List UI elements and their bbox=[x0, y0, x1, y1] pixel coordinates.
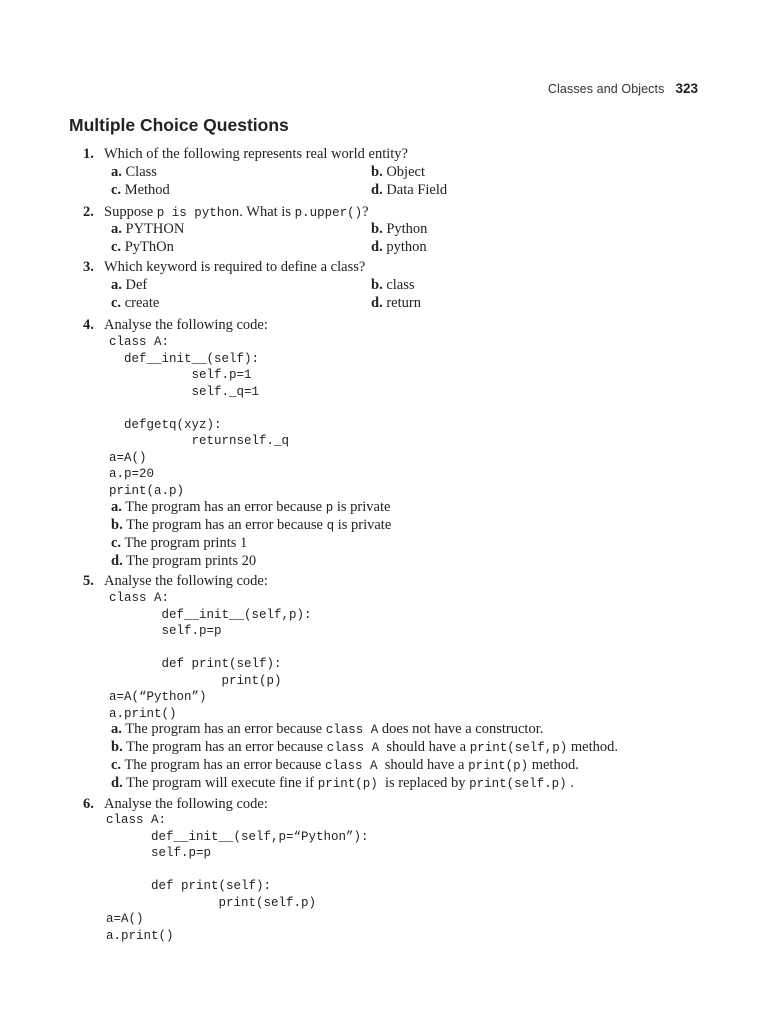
code-line: class A: bbox=[106, 813, 167, 827]
question-4-option-a: a. The program has an error because p is private bbox=[111, 499, 391, 515]
code-line: self._q=1 bbox=[109, 384, 260, 399]
code-line: def print(self): bbox=[109, 657, 282, 671]
question-2-number: 2. bbox=[83, 204, 94, 220]
code-line: a=A() bbox=[106, 912, 144, 926]
chapter-title: Classes and Objects bbox=[547, 82, 665, 96]
page-number: 323 bbox=[675, 81, 698, 96]
question-5-number: 5. bbox=[83, 573, 94, 589]
question-1-option-c: c. Method bbox=[111, 182, 170, 198]
question-3-option-b: b. class bbox=[371, 277, 415, 293]
question-5-option-a: a. The program has an error because class A does not have a constructor. bbox=[111, 721, 544, 737]
question-4-option-d: d. The program prints 20 bbox=[111, 553, 257, 569]
code-line: a.print() bbox=[106, 928, 174, 943]
question-6-code bbox=[106, 812, 369, 944]
code-line bbox=[109, 400, 289, 417]
code-line: print(self.p) bbox=[106, 895, 317, 910]
question-4-option-b: b. The program has an error because q is private bbox=[111, 517, 392, 533]
code-line: returnself._q bbox=[109, 434, 290, 448]
question-4-option-c: c. The program prints 1 bbox=[111, 535, 248, 551]
question-5-code bbox=[109, 590, 312, 722]
question-2-option-d: d. python bbox=[371, 239, 427, 255]
code-line: a=A(“Python”) bbox=[109, 690, 207, 704]
question-3-option-c: c. create bbox=[111, 295, 160, 311]
code-line: print(p) bbox=[109, 673, 282, 688]
question-5-option-b: b. The program has an error because class A should have a print(self,p) method. bbox=[111, 739, 618, 755]
code-line: class A: bbox=[109, 591, 170, 605]
question-1-option-a: a. Class bbox=[111, 164, 157, 180]
question-3-text: Which keyword is required to define a class? bbox=[104, 259, 366, 275]
question-2-option-c: c. PyThOn bbox=[111, 239, 174, 255]
code-line: self.p=p bbox=[109, 624, 222, 638]
code-line: print(a.p) bbox=[109, 483, 185, 498]
question-3-number: 3. bbox=[83, 259, 94, 275]
code-line: def__init__(self): bbox=[109, 351, 260, 366]
code-line: a.p=20 bbox=[109, 467, 155, 481]
question-4-text: Analyse the following code: bbox=[104, 317, 268, 333]
question-1-option-d: d. Data Field bbox=[371, 182, 448, 198]
code-line: a=A() bbox=[109, 450, 147, 465]
code-line: self.p=1 bbox=[109, 368, 252, 382]
code-line bbox=[109, 640, 312, 657]
question-1-option-b: b. Object bbox=[371, 164, 425, 180]
question-5-option-d: d. The program will execute fine if print(p) is replaced by print(self.p) . bbox=[111, 775, 574, 791]
question-1-text: Which of the following represents real world entity? bbox=[104, 146, 408, 162]
code-line: defgetq(xyz): bbox=[109, 417, 222, 432]
question-1-number: 1. bbox=[83, 146, 94, 162]
question-4-code bbox=[109, 334, 289, 499]
code-line bbox=[106, 862, 369, 879]
running-header bbox=[548, 81, 698, 96]
question-5-text: Analyse the following code: bbox=[104, 573, 268, 589]
question-5-option-c: c. The program has an error because class A should have a print(p) method. bbox=[111, 757, 579, 773]
code-line: a.print() bbox=[109, 706, 177, 721]
question-4-number: 4. bbox=[83, 317, 94, 333]
code-line: class A: bbox=[109, 335, 170, 349]
question-2-option-a: a. PYTHON bbox=[111, 221, 185, 237]
question-3-option-d: d. return bbox=[371, 295, 421, 311]
code-line: def__init__(self,p): bbox=[109, 607, 312, 622]
code-line: self.p=p bbox=[106, 846, 212, 860]
code-line: def print(self): bbox=[106, 879, 272, 893]
question-3-option-a: a. Def bbox=[111, 277, 148, 293]
question-6-number: 6. bbox=[83, 796, 94, 812]
question-6-text: Analyse the following code: bbox=[104, 796, 268, 812]
question-2-option-b: b. Python bbox=[371, 221, 428, 237]
section-title: Multiple Choice Questions bbox=[69, 115, 289, 135]
code-line: def__init__(self,p=“Python”): bbox=[106, 829, 369, 844]
question-2-text: Suppose p is python. What is p.upper()? bbox=[104, 204, 369, 220]
